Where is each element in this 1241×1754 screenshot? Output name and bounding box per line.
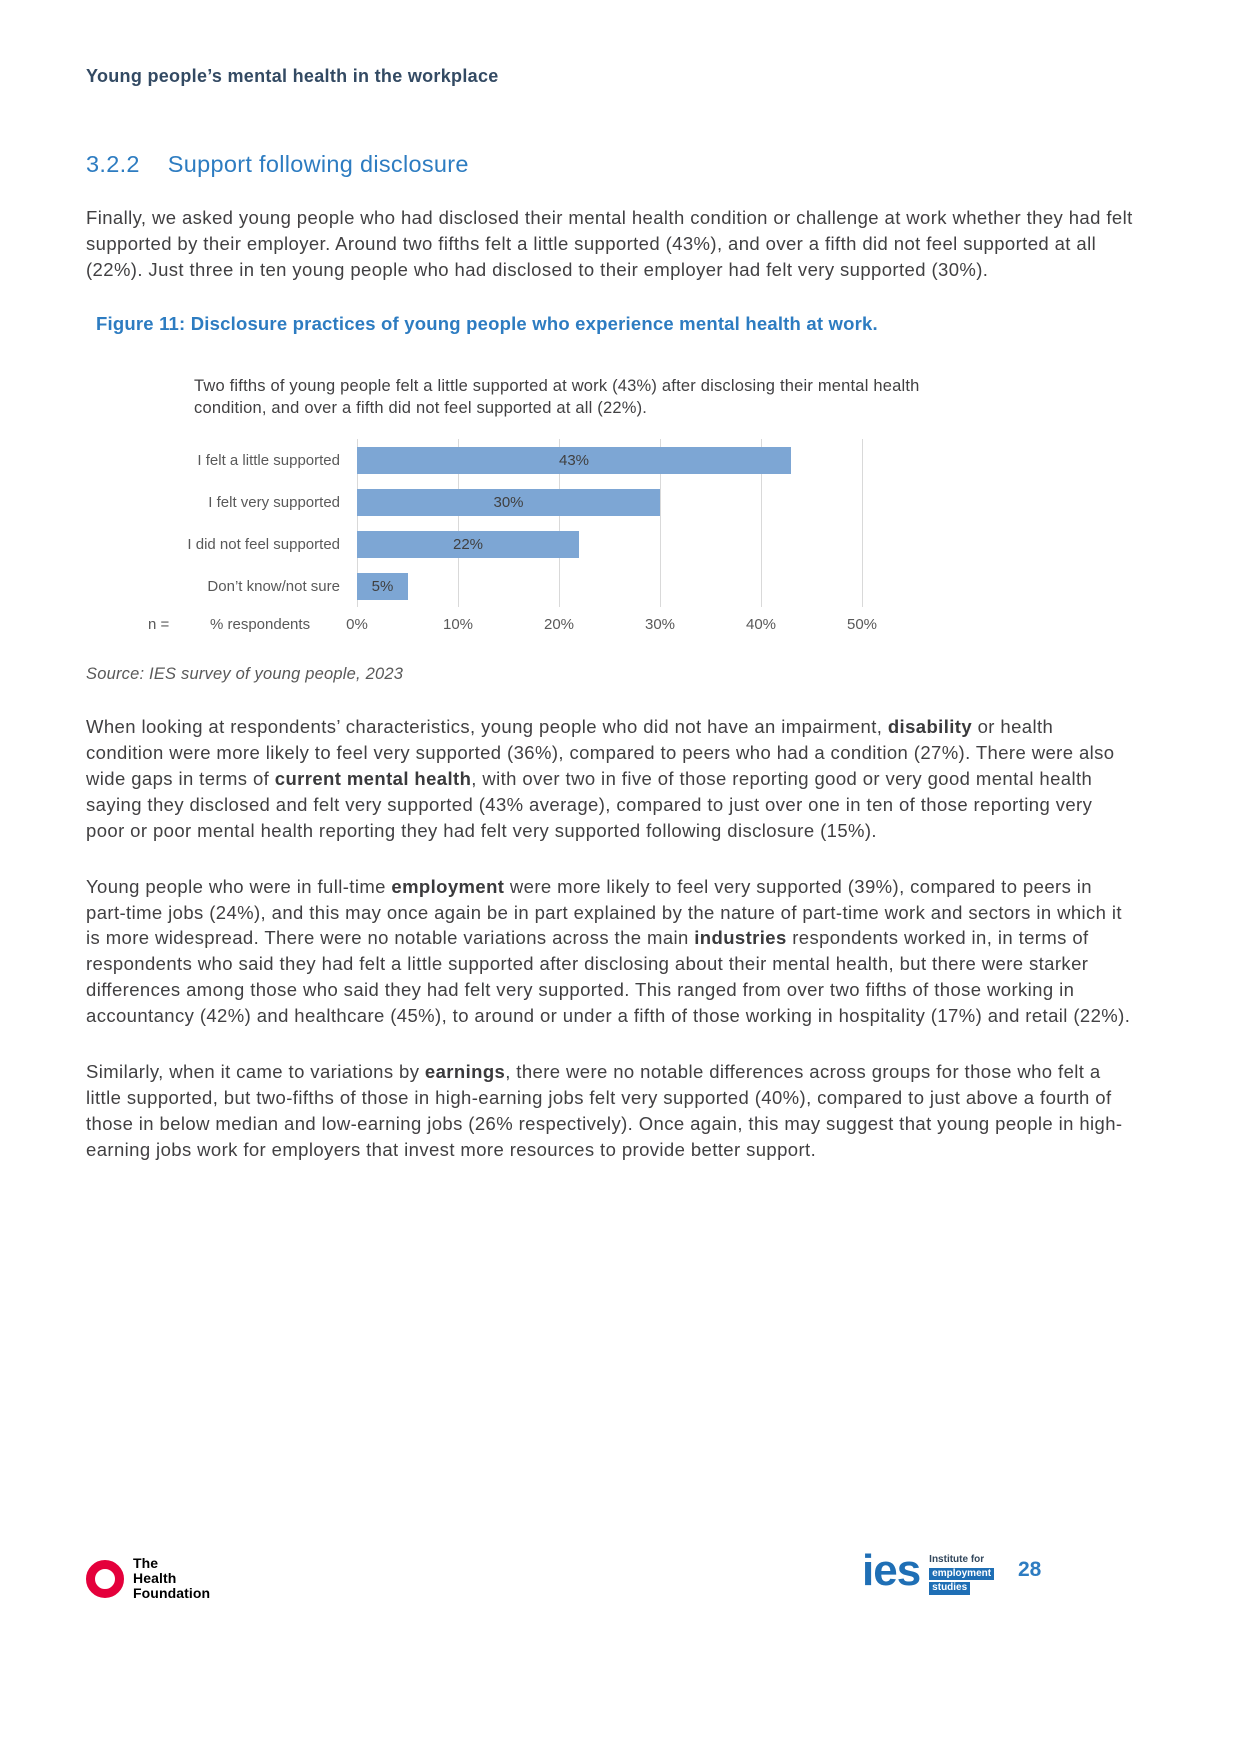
chart-subtitle: Two fifths of young people felt a little supported at work (43%) after disclosing their mental health condition, and over a fifth did not feel supported at all (22%). [194, 376, 920, 417]
chart-row [86, 523, 1134, 565]
health-foundation-logo-text [133, 1556, 210, 1601]
chart-x-ticks [346, 616, 878, 638]
x-tick-label: 0% [346, 616, 368, 634]
chart-row [86, 481, 1134, 523]
figure-source: Source: IES survey of young people, 2023 [86, 665, 404, 684]
chart-rows [86, 439, 1134, 607]
bar-value-label: 22% [452, 535, 484, 553]
ies-tagline-line: studies [929, 1582, 970, 1595]
bar-value-label: 43% [558, 451, 590, 469]
health-foundation-logo [86, 1556, 210, 1601]
x-tick-label: 50% [846, 616, 878, 634]
chart-category-label: I felt very supported [208, 493, 340, 511]
chart-bar-track [357, 489, 1134, 516]
x-tick-label: 10% [442, 616, 474, 634]
body-paragraph-2: Young people who were in full-time employment were more likely to feel very supported (39%), compared to peers in part-time jobs (24%), and this may once again be in part explained by the nature of part-time work and sectors in which it is more widespread. There were no notable variations across the main industries respondents worked in, in terms of respondents who said they had felt a little supported after disclosing about their mental health, but there were starker differences among those who said they had felt very supported. This ranged from over two fifths of those working in accountancy (42%) and healthcare (45%), to around or under a fifth of those working in hospitality (17%) and retail (22%). [86, 875, 1131, 1027]
n-equals-label: n = [148, 616, 170, 634]
x-tick-label: 30% [644, 616, 676, 634]
chart-bar [357, 531, 579, 558]
chart-category-label: I did not feel supported [187, 535, 340, 553]
chart-row [86, 565, 1134, 607]
section-heading [86, 151, 1134, 178]
body-paragraph-1: When looking at respondents’ characteristics, young people who did not have an impairment, disability or health condition were more likely to feel very supported (36%), compared to peers who had a condition (27%). There were also wide gaps in terms of current mental health, with over two in five of those reporting good or very good mental health saying they disclosed and felt very supported (43% average), compared to just over one in ten of those reporting very poor or poor mental health reporting they had felt very supported following disclosure (15%). [86, 716, 1115, 841]
intro-paragraph: Finally, we asked young people who had disclosed their mental health condition or challenge at work whether they had felt supported by their employer. Around two fifths felt a little supported (43%), and over a fifth did not feel supported at all (22%). Just three in ten young people who had disclosed to their employer had felt very supported (30%). [86, 207, 1133, 280]
figure-chart [86, 375, 1134, 640]
x-tick-label: 20% [543, 616, 575, 634]
chart-bar [357, 447, 791, 474]
ies-wordmark: ies [862, 1546, 921, 1595]
body-paragraph-3: Similarly, when it came to variations by earnings, there were no notable differences across groups for those who felt a little supported, but two-fifths of those in high-earning jobs felt very supported (40%), compared to just above a fourth of those in below median and low-earning jobs (26% respectively). Once again, this may suggest that young people in high-earning jobs work for employers that invest more resources to provide better support. [86, 1061, 1123, 1160]
chart-bar-track [357, 447, 1134, 474]
ies-tagline-line: employment [929, 1568, 994, 1581]
ies-tagline [929, 1555, 994, 1595]
figure-title: Figure 11: Disclosure practices of young people who experience mental health at work. [96, 312, 878, 334]
x-tick-label: 40% [745, 616, 777, 634]
chart-category-label: Don’t know/not sure [207, 577, 340, 595]
health-foundation-ring-icon [86, 1560, 124, 1598]
chart-category-label: I felt a little supported [197, 451, 340, 469]
ies-tagline-line: Institute for [929, 1554, 985, 1565]
section-title: Support following disclosure [167, 151, 469, 177]
page-number: 28 [1018, 1558, 1042, 1581]
chart-plot-area [86, 439, 1134, 607]
ies-logo [862, 1546, 994, 1595]
hf-line: Foundation [133, 1585, 211, 1602]
chart-bar [357, 489, 660, 516]
chart-bar-track [357, 531, 1134, 558]
chart-row [86, 439, 1134, 481]
chart-x-axis [86, 613, 1134, 639]
x-axis-label: % respondents [210, 616, 311, 634]
hf-line: Health [133, 1570, 177, 1587]
bar-value-label: 5% [371, 577, 394, 595]
chart-bar-track [357, 573, 1134, 600]
hf-line: The [133, 1555, 159, 1571]
section-number: 3.2.2 [86, 151, 140, 177]
chart-bar [357, 573, 408, 600]
running-header: Young people’s mental health in the workplace [86, 66, 499, 86]
bar-value-label: 30% [493, 493, 524, 511]
page-content [86, 0, 1134, 1163]
